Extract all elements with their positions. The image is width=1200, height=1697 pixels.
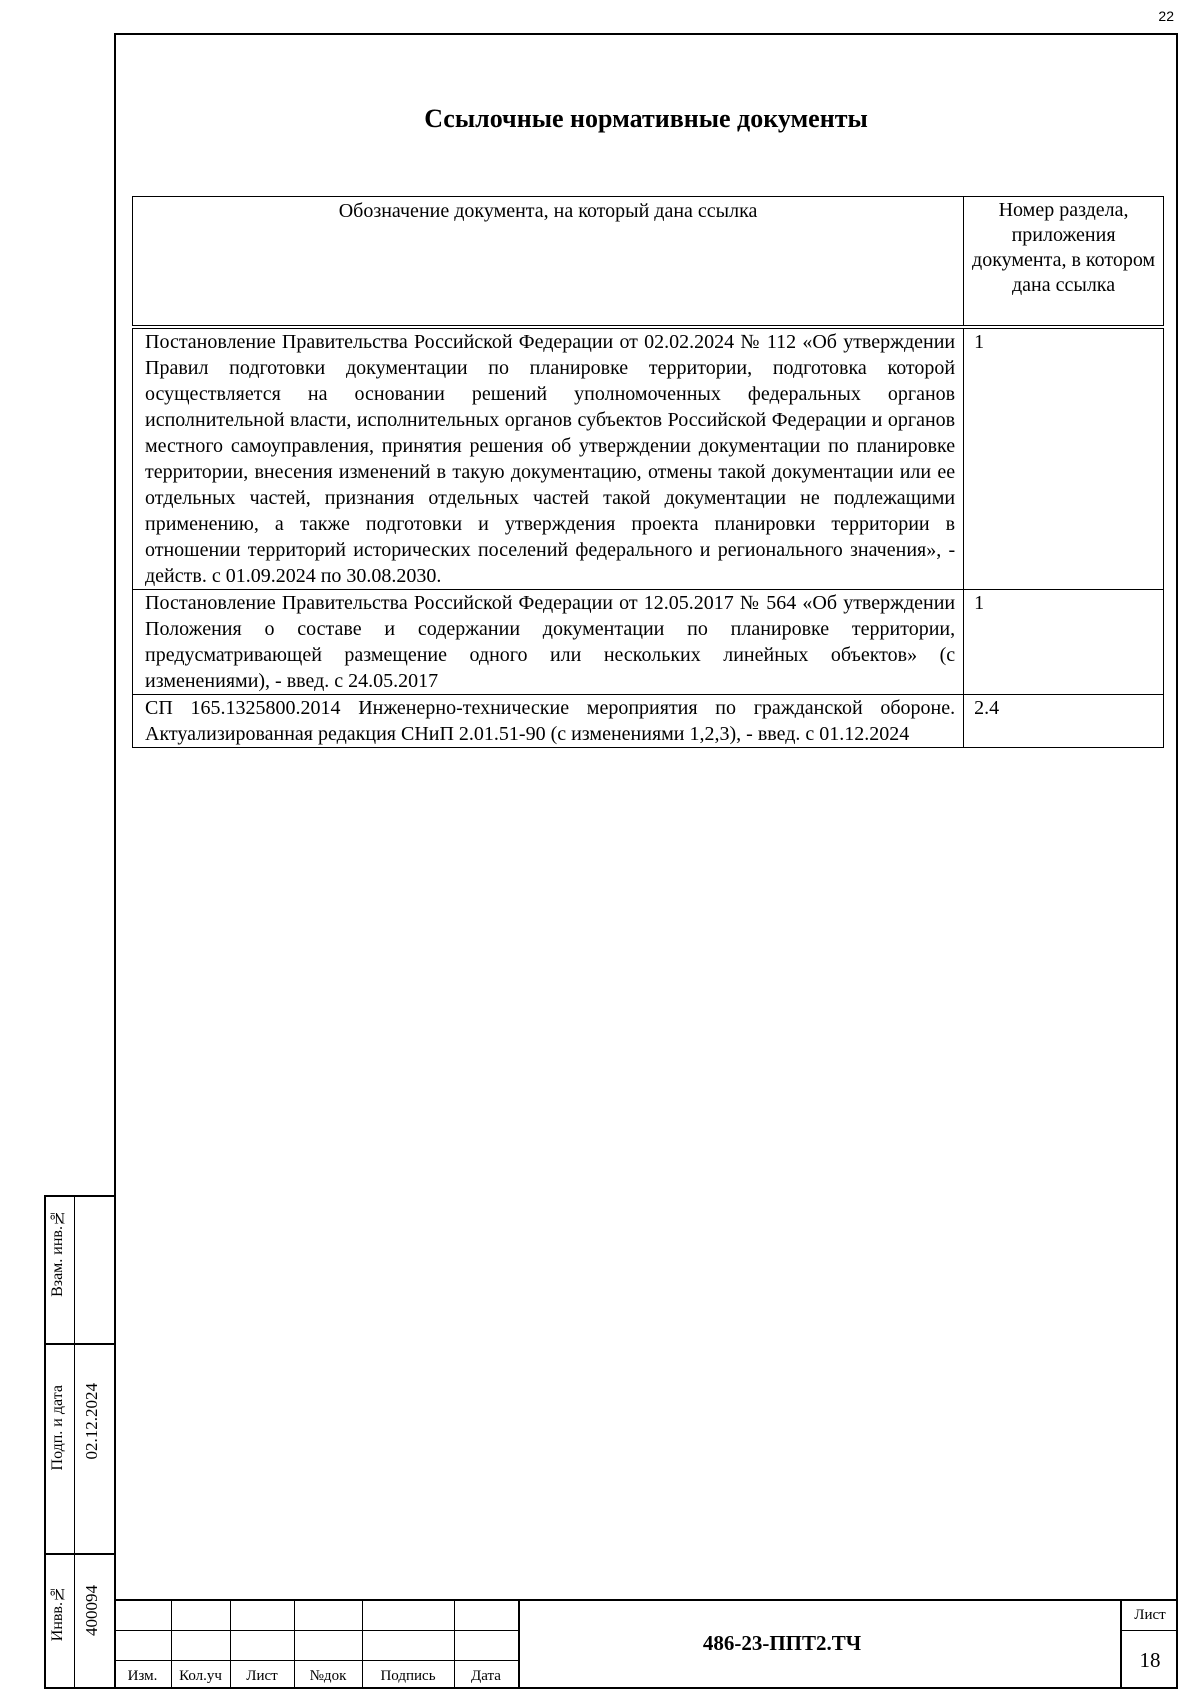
stamp-col-data: Дата (471, 1668, 501, 1684)
title-block (114, 1599, 1178, 1689)
row-document: Постановление Правительства Российской Федерации от 12.05.2017 № 564 «Об утверждении Положения о составе и содержании документации по планировке территории, предусматривающей размещение одного или нескольких линейных объектов» (с изменениями), - введ. с 24.05.2017 (133, 590, 964, 695)
page-number: 22 (1158, 8, 1174, 24)
row-document: СП 165.1325800.2014 Инженерно-технические мероприятия по гражданской обороне. Актуализированная редакция СНиП 2.01.51-90 (с изменениями 1,2,3), - введ. с 01.12.2024 (133, 695, 964, 748)
podp-label: Подп. и дата (49, 1385, 66, 1471)
references-table (132, 196, 1164, 748)
side-cell-vzam (46, 1197, 114, 1345)
inv-value: 400094 (82, 1585, 101, 1636)
table-header-row (133, 197, 1164, 328)
podp-value: 02.12.2024 (82, 1383, 101, 1460)
side-strip (44, 1195, 114, 1689)
table-row (133, 590, 1164, 695)
page-title: Ссылочные нормативные документы (424, 104, 868, 133)
inv-label: Инвв.№ (49, 1585, 66, 1642)
table-row (133, 327, 1164, 590)
row-document: Постановление Правительства Российской Федерации от 02.02.2024 № 112 «Об утверждении Правил подготовки документации по планировке территории, подготовка которой осуществляется на основании решений уполномоченных федеральных органов исполнительной власти, исполнительных органов субъектов Российской Федерации и органов местного самоуправления, принятия решения об утверждении документации по планировке территории, внесения изменений в такую документацию, отмены такой документации или ее отдельных частей, признания отдельных частей такой документации не подлежащими применению, а также подготовки и утверждения проекта планировки территории в отношении территорий исторических поселений федерального и регионального значения», - действ. с 01.09.2024 по 30.08.2030. (133, 327, 964, 590)
row-section: 1 (964, 327, 1164, 590)
vzam-label: Взам. инв.№ (49, 1209, 66, 1297)
document-code: 486-23-ППТ2.ТЧ (702, 1631, 862, 1655)
header-document: Обозначение документа, на который дана ссылка (133, 197, 964, 328)
stamp-col-podpis: Подпись (380, 1668, 436, 1684)
side-cell-podp (46, 1345, 114, 1555)
stamp-col-izm: Изм. (127, 1668, 158, 1684)
stamp-col-kol-uch: Кол.уч (179, 1668, 222, 1684)
sheet-label: Лист (1134, 1607, 1166, 1623)
header-section: Номер раздела, приложения документа, в котором дана ссылка (964, 197, 1164, 328)
side-cell-inv (46, 1555, 114, 1689)
table-row (133, 695, 1164, 748)
row-section: 2.4 (964, 695, 1164, 748)
stamp-col-list: Лист (246, 1668, 278, 1684)
stamp-col-ndok: №док (309, 1668, 347, 1684)
row-section: 1 (964, 590, 1164, 695)
sheet-number: 18 (1139, 1648, 1161, 1672)
